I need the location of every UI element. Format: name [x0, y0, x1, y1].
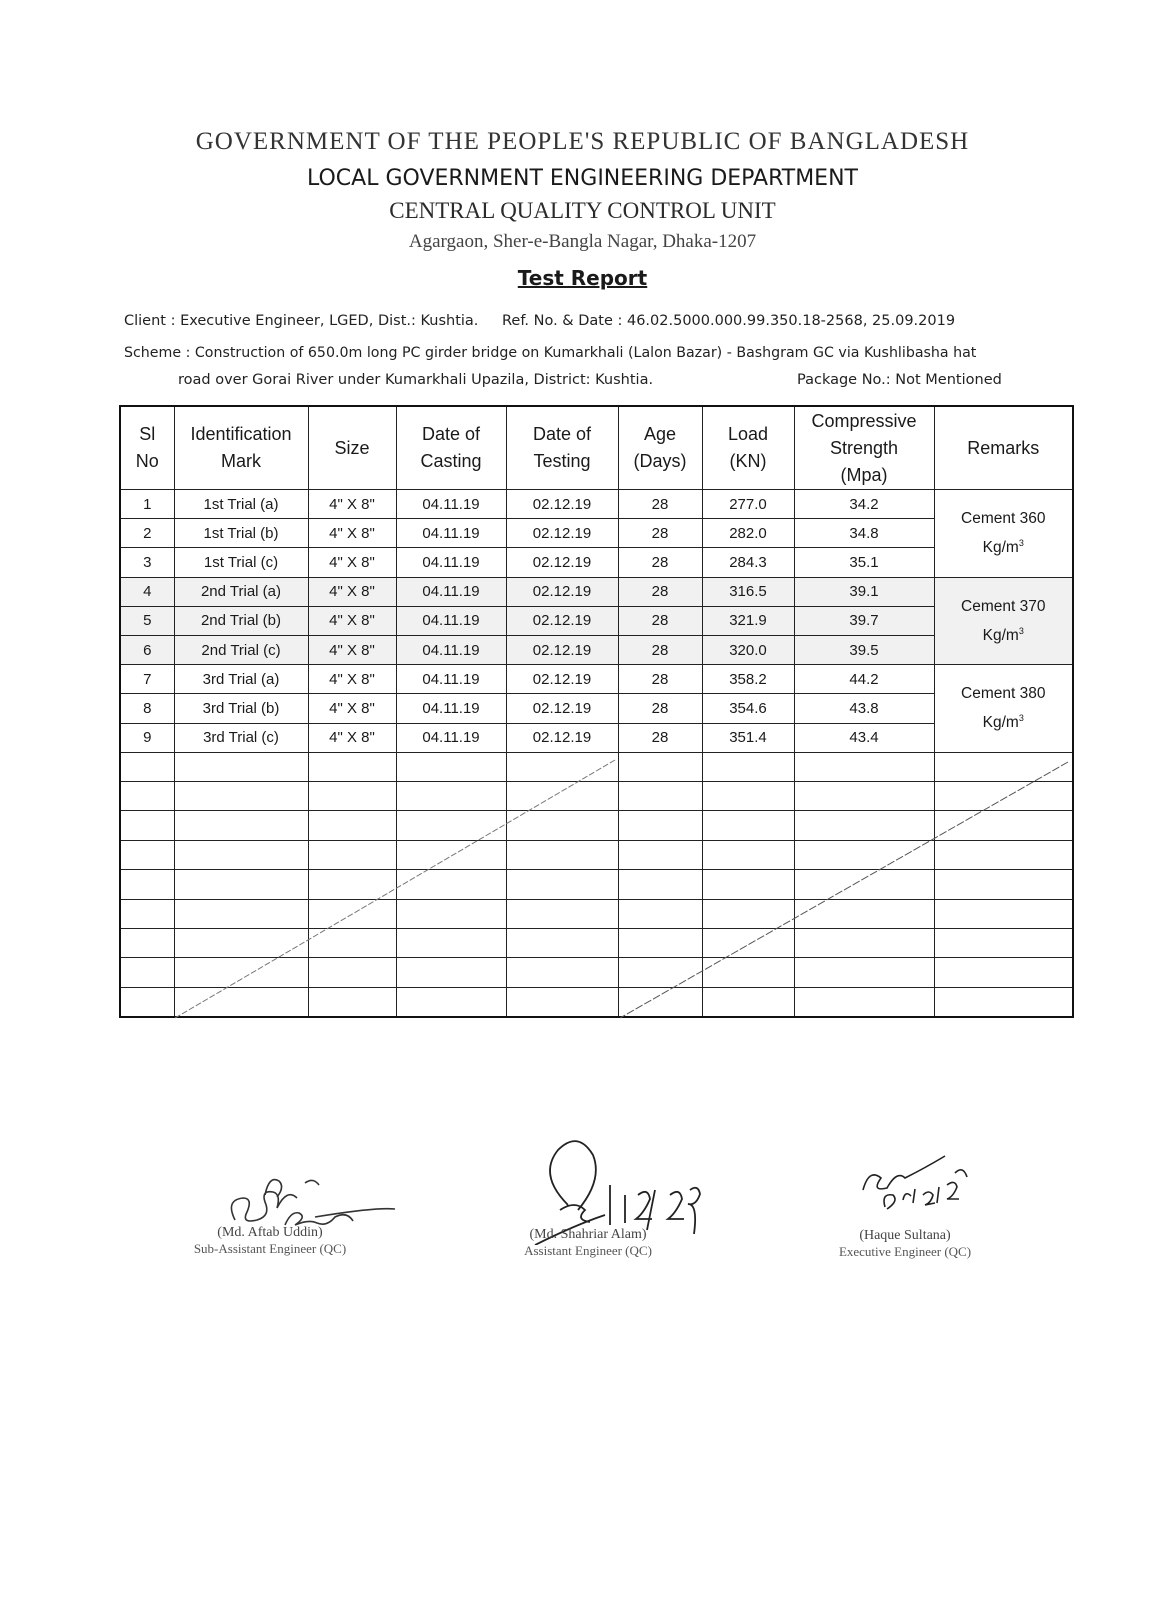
scheme-line-2: road over Gorai River under Kumarkhali Upazila, District: Kushtia. — [178, 372, 654, 388]
signature-block-2 — [488, 1227, 688, 1259]
header-remarks: Remarks — [934, 406, 1073, 490]
unit-heading: CENTRAL QUALITY CONTROL UNIT — [389, 198, 776, 223]
cell-identification-mark: 3rd Trial (b) — [174, 694, 308, 723]
header-date-of-testing: Date of Testing — [506, 406, 618, 490]
cell-date-of-casting: 04.11.19 — [396, 723, 506, 752]
cell-sl-no: 4 — [120, 577, 174, 606]
header-age: Age (Days) — [618, 406, 702, 490]
remark-unit: Kg/m — [982, 626, 1019, 644]
cell-compressive-strength: 39.7 — [794, 606, 934, 635]
cell-load: 277.0 — [702, 490, 794, 519]
remark-unit: Kg/m — [982, 539, 1019, 557]
scheme-line-1: Scheme : Construction of 650.0m long PC girder bridge on Kumarkhali (Lalon Bazar) - Bashgram GC via Kushlibasha hat — [124, 345, 977, 361]
cell-size: 4" X 8" — [308, 577, 396, 606]
cell-load: 321.9 — [702, 606, 794, 635]
cell-date-of-casting: 04.11.19 — [396, 490, 506, 519]
cell-identification-mark: 1st Trial (a) — [174, 490, 308, 519]
reference-line: Ref. No. & Date : 46.02.5000.000.99.350.18-2568, 25.09.2019 — [502, 313, 956, 329]
cell-compressive-strength: 35.1 — [794, 548, 934, 577]
cell-date-of-casting: 04.11.19 — [396, 694, 506, 723]
remark-text: Cement 370 — [961, 597, 1046, 615]
remark-text: Cement 380 — [961, 685, 1046, 703]
cell-date-of-casting: 04.11.19 — [396, 665, 506, 694]
header-compressive-strength: Compressive Strength (Mpa) — [794, 406, 934, 490]
cell-age: 28 — [618, 577, 702, 606]
cell-size: 4" X 8" — [308, 548, 396, 577]
cell-age: 28 — [618, 694, 702, 723]
cell-date-of-testing: 02.12.19 — [506, 665, 618, 694]
remark-text: Cement 360 — [961, 510, 1046, 528]
signatory-2-name: (Md. Shahriar Alam) — [529, 1227, 647, 1242]
cell-size: 4" X 8" — [308, 606, 396, 635]
client-line: Client : Executive Engineer, LGED, Dist.: Kushtia. — [124, 313, 479, 329]
cell-compressive-strength: 34.2 — [794, 490, 934, 519]
cell-compressive-strength: 43.4 — [794, 723, 934, 752]
cell-date-of-testing: 02.12.19 — [506, 490, 618, 519]
cell-date-of-testing: 02.12.19 — [506, 577, 618, 606]
cell-date-of-testing: 02.12.19 — [506, 548, 618, 577]
cell-load: 351.4 — [702, 723, 794, 752]
cell-load: 358.2 — [702, 665, 794, 694]
cell-date-of-testing: 02.12.19 — [506, 694, 618, 723]
cell-identification-mark: 3rd Trial (c) — [174, 723, 308, 752]
signature-block-1 — [170, 1225, 370, 1257]
cell-date-of-testing: 02.12.19 — [506, 723, 618, 752]
cell-load: 354.6 — [702, 694, 794, 723]
cell-load: 282.0 — [702, 519, 794, 548]
cell-identification-mark: 2nd Trial (a) — [174, 577, 308, 606]
cell-date-of-testing: 02.12.19 — [506, 635, 618, 664]
cell-load: 316.5 — [702, 577, 794, 606]
cell-sl-no: 3 — [120, 548, 174, 577]
cell-date-of-casting: 04.11.19 — [396, 548, 506, 577]
cell-date-of-casting: 04.11.19 — [396, 519, 506, 548]
remark-unit-exponent: 3 — [1018, 538, 1024, 549]
government-heading: GOVERNMENT OF THE PEOPLE'S REPUBLIC OF BANGLADESH — [195, 128, 970, 155]
department-heading: LOCAL GOVERNMENT ENGINEERING DEPARTMENT — [307, 166, 858, 191]
cell-identification-mark: 3rd Trial (a) — [174, 665, 308, 694]
cell-identification-mark: 1st Trial (c) — [174, 548, 308, 577]
cell-sl-no: 6 — [120, 635, 174, 664]
cell-compressive-strength: 44.2 — [794, 665, 934, 694]
cell-size: 4" X 8" — [308, 490, 396, 519]
cell-sl-no: 9 — [120, 723, 174, 752]
signature-block-3 — [805, 1228, 1005, 1260]
cell-size: 4" X 8" — [308, 635, 396, 664]
cell-age: 28 — [618, 606, 702, 635]
address-line: Agargaon, Sher-e-Bangla Nagar, Dhaka-1207 — [408, 231, 757, 252]
remark-unit-exponent: 3 — [1018, 713, 1024, 724]
report-title: Test Report — [517, 266, 648, 290]
cell-sl-no: 5 — [120, 606, 174, 635]
header-identification-mark: Identification Mark — [174, 406, 308, 490]
cell-size: 4" X 8" — [308, 723, 396, 752]
cell-identification-mark: 2nd Trial (b) — [174, 606, 308, 635]
cell-compressive-strength: 39.1 — [794, 577, 934, 606]
signatory-1-name: (Md. Aftab Uddin) — [217, 1225, 323, 1240]
signatory-3-role: Executive Engineer (QC) — [838, 1244, 972, 1259]
cell-age: 28 — [618, 490, 702, 519]
cell-size: 4" X 8" — [308, 665, 396, 694]
remark-unit-exponent: 3 — [1018, 625, 1024, 636]
cell-size: 4" X 8" — [308, 694, 396, 723]
cell-age: 28 — [618, 665, 702, 694]
cell-age: 28 — [618, 723, 702, 752]
cell-sl-no: 8 — [120, 694, 174, 723]
cell-date-of-casting: 04.11.19 — [396, 635, 506, 664]
cell-age: 28 — [618, 548, 702, 577]
cell-date-of-testing: 02.12.19 — [506, 519, 618, 548]
cell-compressive-strength: 43.8 — [794, 694, 934, 723]
header-date-of-casting: Date of Casting — [396, 406, 506, 490]
cell-age: 28 — [618, 635, 702, 664]
header-load: Load (KN) — [702, 406, 794, 490]
cell-identification-mark: 1st Trial (b) — [174, 519, 308, 548]
cell-date-of-casting: 04.11.19 — [396, 577, 506, 606]
cell-age: 28 — [618, 519, 702, 548]
signatory-3-name: (Haque Sultana) — [859, 1228, 951, 1243]
cell-sl-no: 7 — [120, 665, 174, 694]
signatory-1-role: Sub-Assistant Engineer (QC) — [193, 1241, 347, 1256]
cell-identification-mark: 2nd Trial (c) — [174, 635, 308, 664]
cell-date-of-testing: 02.12.19 — [506, 606, 618, 635]
cell-compressive-strength: 34.8 — [794, 519, 934, 548]
cell-date-of-casting: 04.11.19 — [396, 606, 506, 635]
signature-3-scribble — [855, 1145, 975, 1220]
cell-size: 4" X 8" — [308, 519, 396, 548]
cell-sl-no: 2 — [120, 519, 174, 548]
remark-unit: Kg/m — [982, 714, 1019, 732]
signatory-2-role: Assistant Engineer (QC) — [524, 1243, 652, 1258]
cell-load: 284.3 — [702, 548, 794, 577]
cell-sl-no: 1 — [120, 490, 174, 519]
cell-compressive-strength: 39.5 — [794, 635, 934, 664]
package-number: Package No.: Not Mentioned — [797, 372, 1002, 388]
header-sl-no: Sl No — [120, 406, 174, 490]
header-size: Size — [308, 406, 396, 490]
cell-load: 320.0 — [702, 635, 794, 664]
